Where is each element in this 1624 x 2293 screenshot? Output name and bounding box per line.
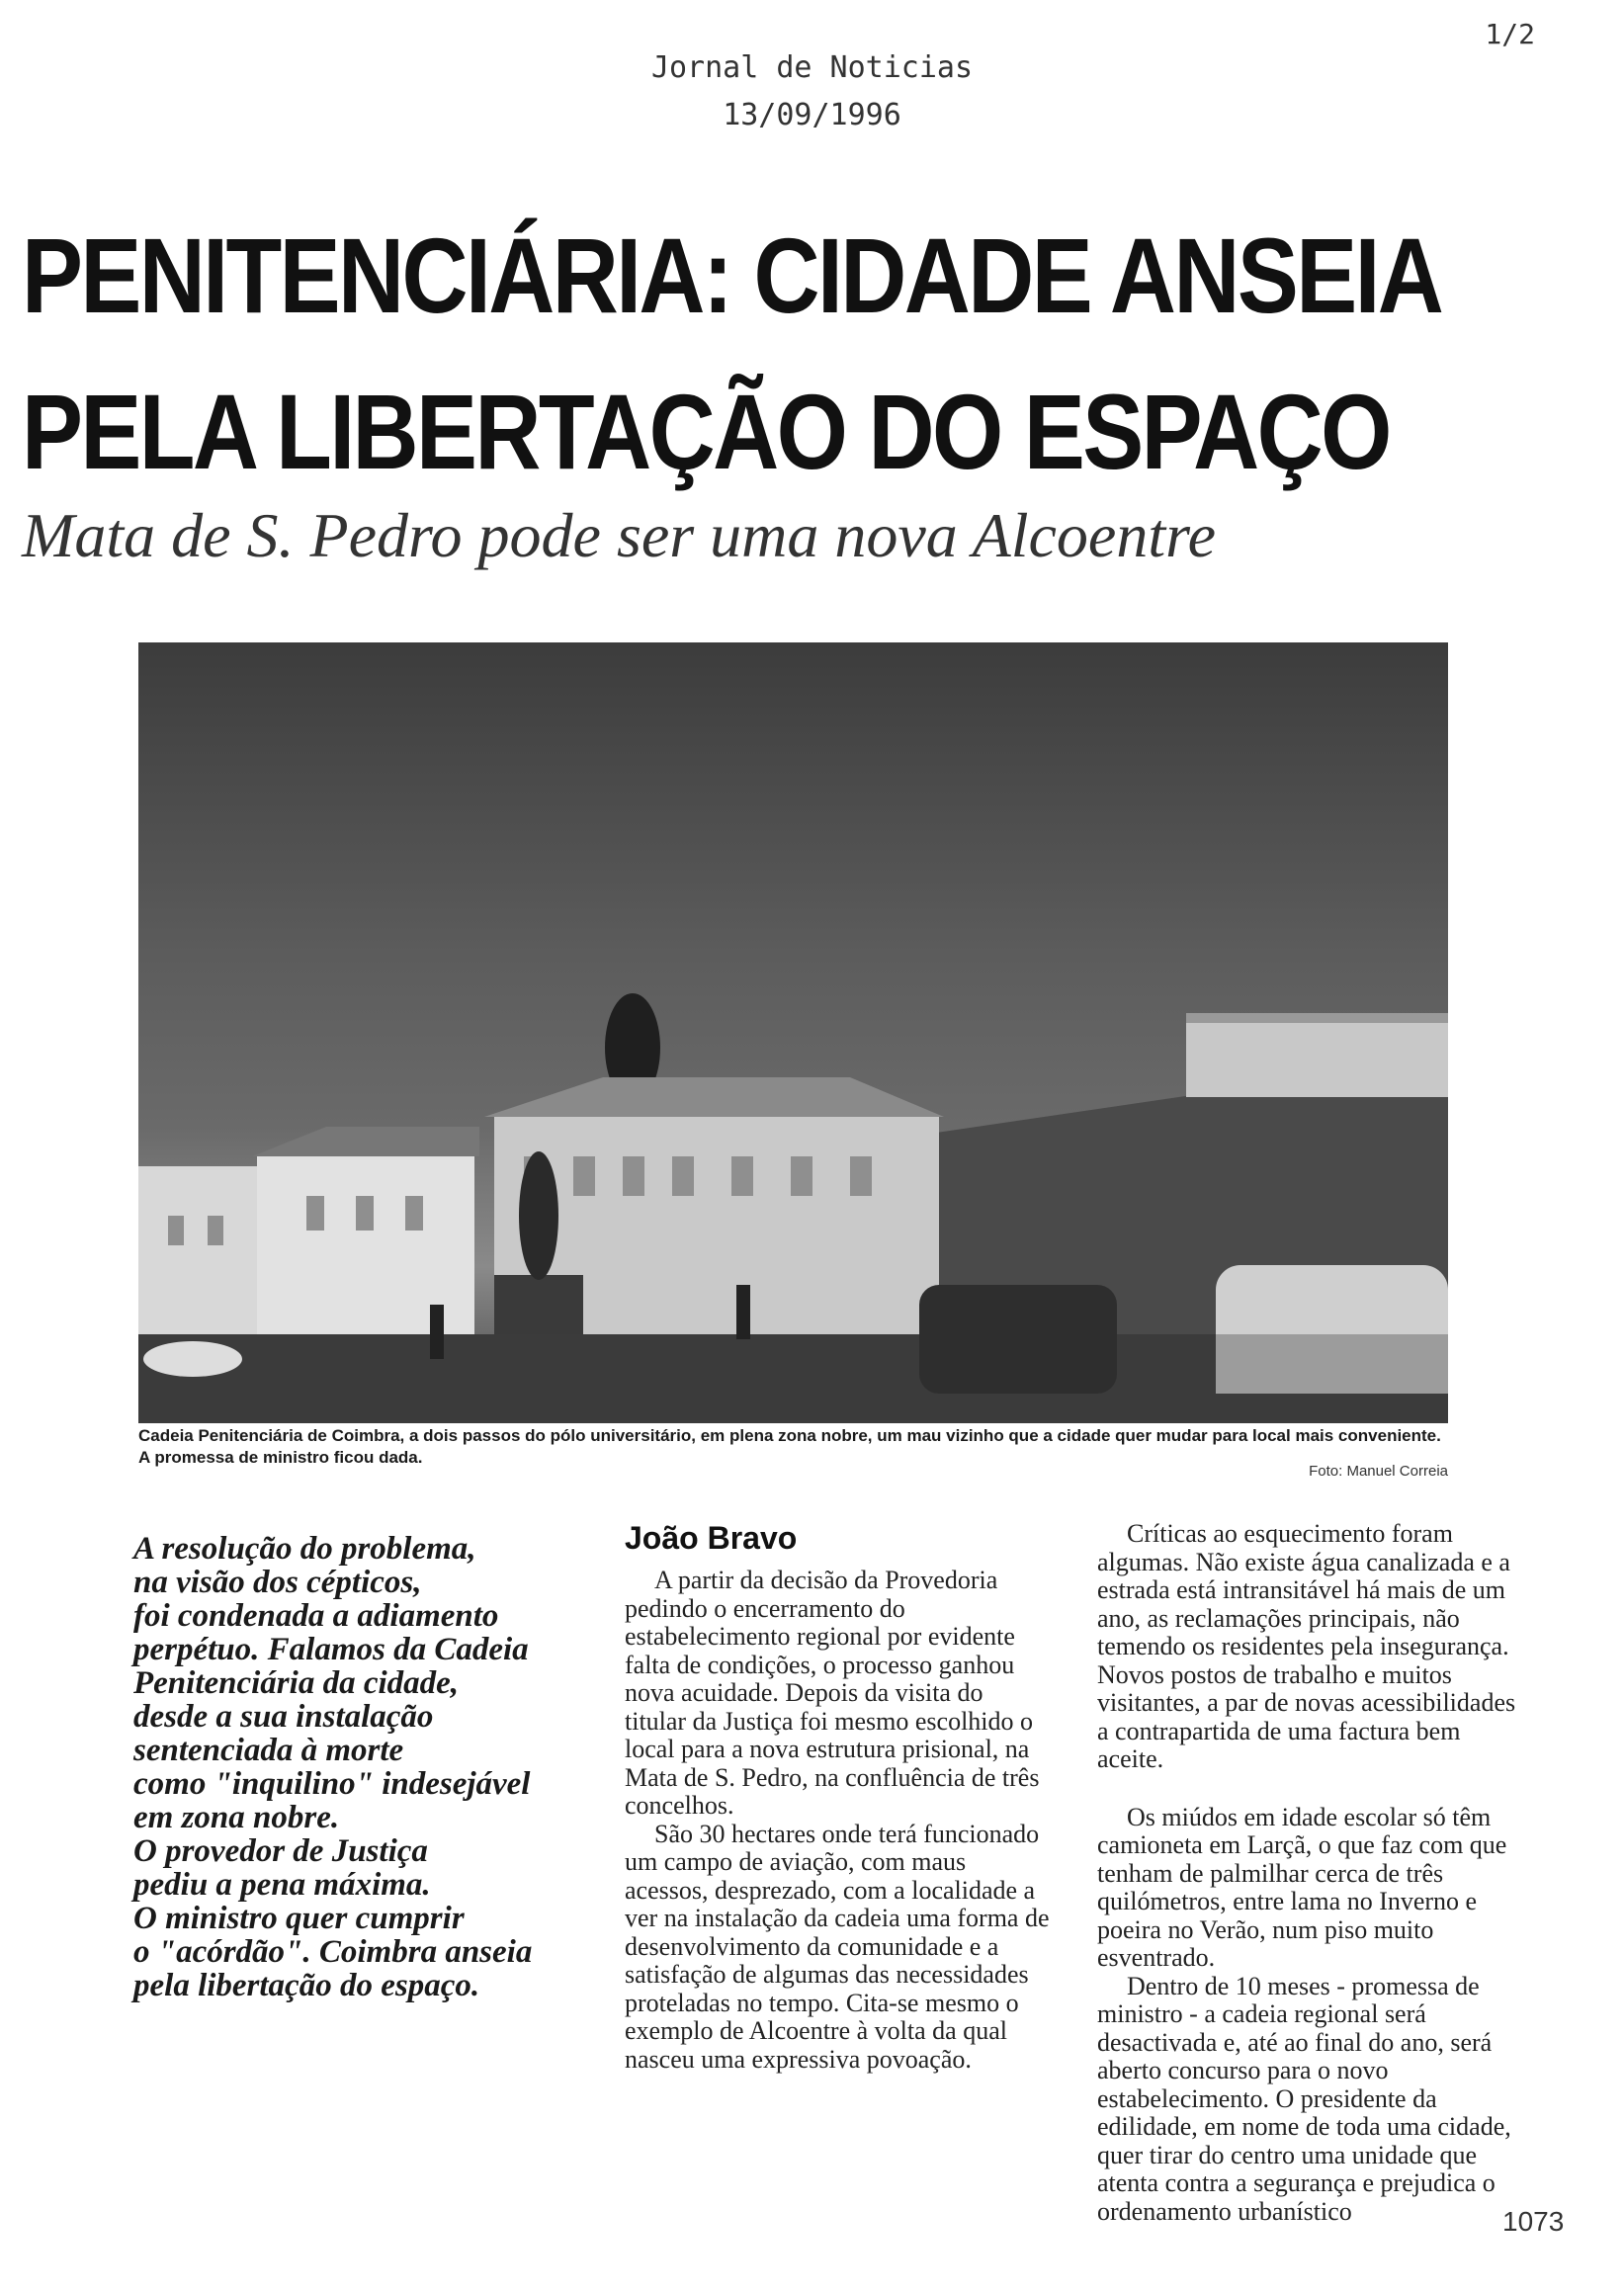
subheadline: Mata de S. Pedro pode ser uma nova Alcoentre xyxy=(22,500,1217,570)
paragraph: A partir da decisão da Provedoria pedindo o encerramento do estabelecimento regional por evidente falta de condições, o processo ganhou nova acuidade. Depois da visita do titular da Justiça foi mesmo escolhido o local para a nova estrutura prisional, na Mata de S. Pedro, na confluência de três concelhos. xyxy=(625,1566,1040,1820)
photo-caption: Cadeia Penitenciária de Coimbra, a dois passos do pólo universitário, em plena zona nobre, um mau vizinho que a cidade quer mudar para local mais conveniente. A promessa de ministro ficou dada. xyxy=(138,1426,1441,1467)
paragraph: São 30 hectares onde terá funcionado um campo de aviação, com maus acessos, desprezado, com a localidade a ver na instalação da cadeia uma forma de desenvolvimento da comunidade e a satisfação de algumas das necessidades proteladas no tempo. Cita-se mesmo o exemplo de Alcoentre à volta da qual nasceu uma expressiva povoação. xyxy=(625,1819,1050,2074)
lede-line: como "inquilino" indesejável xyxy=(133,1766,531,1802)
article-column-3 xyxy=(1097,1520,1527,2226)
lede-line: pela libertação do espaço. xyxy=(133,1968,480,2003)
lede-line: foi condenada a adiamento xyxy=(133,1598,499,1634)
article-column-2 xyxy=(625,1567,1050,2074)
lede-line: A resolução do problema, xyxy=(133,1531,476,1567)
headline-text: PENITENCIÁRIA: CIDADE ANSEIA PELA LIBERTAÇÃO DO ESPAÇO xyxy=(22,215,1438,491)
publication-date: 13/09/1996 xyxy=(723,98,901,132)
lede-line: perpétuo. Falamos da Cadeia xyxy=(133,1632,529,1667)
page-number: 1/2 xyxy=(1485,18,1535,50)
lede-line: o "acórdão". Coimbra anseia xyxy=(133,1934,533,1970)
lede-line: O provedor de Justiça xyxy=(133,1833,428,1869)
publication-name: Jornal de Noticias xyxy=(650,50,974,85)
news-photo xyxy=(138,642,1448,1423)
lede-line: O ministro quer cumprir xyxy=(133,1901,465,1936)
lede-line: na visão dos cépticos, xyxy=(133,1565,422,1600)
publication-header xyxy=(0,44,1624,139)
paragraph: Dentro de 10 meses - promessa de ministro - a cadeia regional será desactivada e, até ao final do ano, será aberto concurso para o novo estabelecimento. O presidente da edilidade, em nome de toda uma cidade, quer tirar do centro uma unidade que atenta contra a segurança e prejudica o ordenamento urbanístico xyxy=(1097,1971,1511,2226)
paragraph: Os miúdos em idade escolar só têm camioneta em Larçã, o que faz com que tenham de palmilhar cerca de três quilómetros, entre lama no Inverno e poeira no Verão, num piso muito esventrado. xyxy=(1097,1802,1507,1972)
lede-line: sentenciada à morte xyxy=(133,1733,404,1768)
lede-line: pediu a pena máxima. xyxy=(133,1867,431,1903)
lede-line: Penitenciária da cidade, xyxy=(133,1665,460,1701)
lede-line: em zona nobre. xyxy=(133,1800,340,1835)
folio-number: 1073 xyxy=(1502,2206,1565,2237)
paragraph: Críticas ao esquecimento foram algumas. Não existe água canalizada e a estrada está intransitável há mais de um ano, as reclamações principais, não temendo os residentes pela insegurança. Novos postos de trabalho e muitos visitantes, a par de novas acessibilidades a contrapartida de uma factura bem aceite. xyxy=(1097,1519,1516,1773)
photo-credit: Foto: Manuel Correia xyxy=(1309,1463,1448,1480)
headline xyxy=(22,198,1438,510)
lede-block xyxy=(133,1532,598,2002)
byline: João Bravo xyxy=(625,1520,798,1556)
lede-line: desde a sua instalação xyxy=(133,1699,434,1735)
